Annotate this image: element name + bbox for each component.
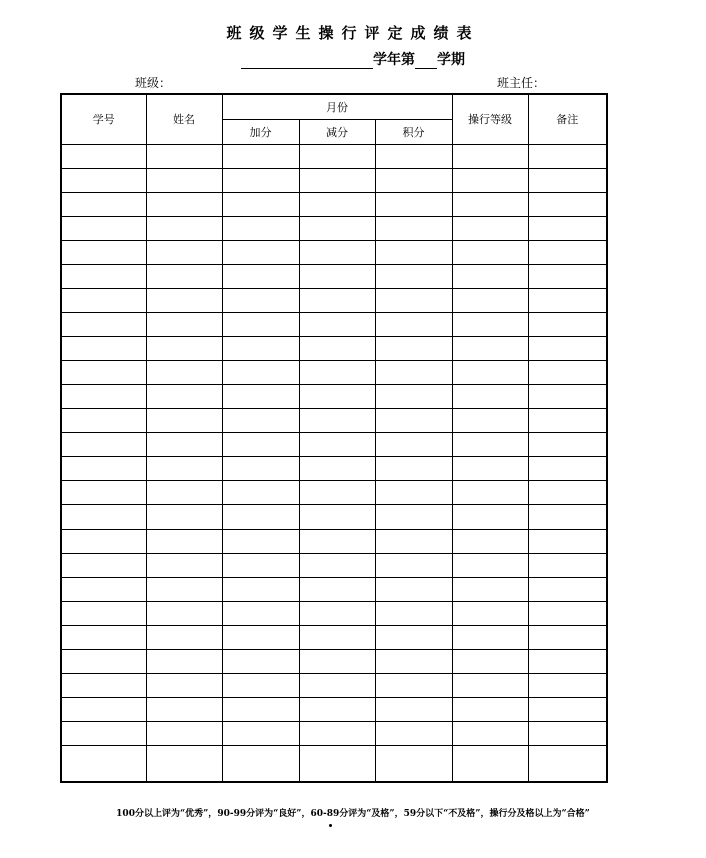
table-row [61, 553, 607, 577]
table-cell[interactable] [146, 746, 222, 782]
table-cell[interactable] [528, 722, 607, 746]
table-cell[interactable] [452, 192, 528, 216]
table-cell[interactable] [452, 385, 528, 409]
table-cell[interactable] [375, 697, 452, 721]
table-row [61, 312, 607, 336]
table-row [61, 529, 607, 553]
table-cell[interactable] [528, 264, 607, 288]
table-cell[interactable] [61, 144, 146, 168]
table-cell[interactable] [61, 337, 146, 361]
header-conduct-grade: 操行等级 [452, 94, 528, 144]
table-row [61, 625, 607, 649]
table-cell[interactable] [452, 722, 528, 746]
table-cell[interactable] [299, 457, 375, 481]
table-cell[interactable] [299, 288, 375, 312]
table-cell[interactable] [528, 697, 607, 721]
table-cell[interactable] [61, 673, 146, 697]
header-month: 月份 [222, 94, 452, 119]
table-cell[interactable] [222, 697, 299, 721]
table-cell[interactable] [146, 240, 222, 264]
table-cell[interactable] [222, 601, 299, 625]
term-label: 学期 [437, 52, 465, 68]
table-cell[interactable] [452, 505, 528, 529]
table-cell[interactable] [528, 312, 607, 336]
table-cell[interactable] [375, 264, 452, 288]
table-row [61, 216, 607, 240]
table-cell[interactable] [375, 673, 452, 697]
table-cell[interactable] [61, 481, 146, 505]
table-cell[interactable] [375, 240, 452, 264]
table-cell[interactable] [375, 505, 452, 529]
table-cell[interactable] [222, 529, 299, 553]
table-cell[interactable] [452, 746, 528, 782]
header-student-no: 学号 [61, 94, 146, 144]
table-row [61, 601, 607, 625]
table-cell[interactable] [222, 385, 299, 409]
teacher-label: 班主任： [497, 76, 546, 90]
table-cell[interactable] [61, 288, 146, 312]
table-cell[interactable] [299, 673, 375, 697]
table-row [61, 505, 607, 529]
table-cell[interactable] [222, 746, 299, 782]
table-cell[interactable] [528, 481, 607, 505]
table-row [61, 264, 607, 288]
page-title: 班级学生操行评定成绩表 [226, 24, 480, 42]
table-cell[interactable] [452, 433, 528, 457]
table-cell[interactable] [222, 240, 299, 264]
table-cell[interactable] [299, 144, 375, 168]
table-cell[interactable] [61, 168, 146, 192]
table-cell[interactable] [61, 649, 146, 673]
table-cell[interactable] [146, 144, 222, 168]
table-cell[interactable] [299, 168, 375, 192]
table-cell[interactable] [61, 457, 146, 481]
table-cell[interactable] [222, 337, 299, 361]
table-cell[interactable] [375, 746, 452, 782]
table-cell[interactable] [61, 361, 146, 385]
table-cell[interactable] [222, 505, 299, 529]
table-row [61, 361, 607, 385]
table-cell[interactable] [146, 697, 222, 721]
table-cell[interactable] [299, 505, 375, 529]
header-name: 姓名 [146, 94, 222, 144]
table-cell[interactable] [61, 192, 146, 216]
table-cell[interactable] [146, 216, 222, 240]
year-blank[interactable] [241, 54, 373, 69]
header-total: 积分 [375, 119, 452, 144]
table-cell[interactable] [146, 553, 222, 577]
table-cell[interactable] [61, 216, 146, 240]
table-cell[interactable] [299, 385, 375, 409]
table-cell[interactable] [61, 312, 146, 336]
table-cell[interactable] [299, 601, 375, 625]
table-cell[interactable] [222, 577, 299, 601]
table-cell[interactable] [452, 409, 528, 433]
table-cell[interactable] [375, 601, 452, 625]
table-cell[interactable] [222, 649, 299, 673]
table-cell[interactable] [299, 481, 375, 505]
table-cell[interactable] [375, 625, 452, 649]
table-cell[interactable] [61, 433, 146, 457]
table-cell[interactable] [375, 529, 452, 553]
year-label: 学年第 [373, 52, 415, 68]
table-row [61, 577, 607, 601]
table-cell[interactable] [146, 601, 222, 625]
table-cell[interactable] [222, 481, 299, 505]
footer-dot [329, 824, 332, 827]
table-cell[interactable] [299, 746, 375, 782]
table-cell[interactable] [452, 457, 528, 481]
table-cell[interactable] [528, 553, 607, 577]
table-cell[interactable] [61, 625, 146, 649]
table-cell[interactable] [452, 673, 528, 697]
header-plus: 加分 [222, 119, 299, 144]
table-cell[interactable] [528, 746, 607, 782]
table-row [61, 481, 607, 505]
table-cell[interactable] [146, 457, 222, 481]
table-row [61, 697, 607, 721]
table-cell[interactable] [146, 673, 222, 697]
table-body [61, 144, 607, 782]
table-cell[interactable] [146, 312, 222, 336]
table-cell[interactable] [375, 288, 452, 312]
table-cell[interactable] [528, 649, 607, 673]
table-row [61, 240, 607, 264]
table-cell[interactable] [375, 577, 452, 601]
table-cell[interactable] [299, 529, 375, 553]
table-cell[interactable] [222, 216, 299, 240]
table-cell[interactable] [452, 168, 528, 192]
table-cell[interactable] [299, 312, 375, 336]
table-cell[interactable] [528, 457, 607, 481]
table-cell[interactable] [146, 529, 222, 553]
table-cell[interactable] [375, 409, 452, 433]
table-cell[interactable] [299, 697, 375, 721]
table-cell[interactable] [222, 409, 299, 433]
table-cell[interactable] [528, 288, 607, 312]
table-cell[interactable] [222, 168, 299, 192]
table-cell[interactable] [222, 361, 299, 385]
table-cell[interactable] [222, 457, 299, 481]
table-row [61, 192, 607, 216]
table-cell[interactable] [146, 385, 222, 409]
table-cell[interactable] [452, 216, 528, 240]
table-cell[interactable] [222, 433, 299, 457]
table-cell[interactable] [375, 312, 452, 336]
table-cell[interactable] [528, 385, 607, 409]
table-row [61, 649, 607, 673]
table-cell[interactable] [146, 192, 222, 216]
table-cell[interactable] [146, 649, 222, 673]
table-cell[interactable] [299, 361, 375, 385]
table-cell[interactable] [61, 505, 146, 529]
footer-note: 100分以上评为“优秀”，90-99分评为“良好”，60-89分评为“及格”，59分以下“不及格”，操行分及格以上为“合格” [116, 809, 590, 819]
table-cell[interactable] [61, 240, 146, 264]
table-cell[interactable] [528, 192, 607, 216]
table-cell[interactable] [299, 433, 375, 457]
table-cell[interactable] [375, 361, 452, 385]
table-cell[interactable] [222, 673, 299, 697]
table-cell[interactable] [146, 361, 222, 385]
table-cell[interactable] [528, 240, 607, 264]
table-cell[interactable] [299, 240, 375, 264]
table-cell[interactable] [452, 481, 528, 505]
table-cell[interactable] [452, 625, 528, 649]
table-cell[interactable] [528, 529, 607, 553]
table-cell[interactable] [146, 577, 222, 601]
table-cell[interactable] [222, 288, 299, 312]
table-cell[interactable] [222, 192, 299, 216]
table-cell[interactable] [452, 361, 528, 385]
table-cell[interactable] [375, 433, 452, 457]
table-cell[interactable] [299, 722, 375, 746]
table-cell[interactable] [222, 625, 299, 649]
table-cell[interactable] [452, 697, 528, 721]
table-cell[interactable] [299, 337, 375, 361]
table-cell[interactable] [452, 312, 528, 336]
table-row [61, 433, 607, 457]
table-cell[interactable] [222, 264, 299, 288]
class-label: 班级： [135, 76, 172, 90]
table-cell[interactable] [528, 601, 607, 625]
table-cell[interactable] [61, 385, 146, 409]
table-cell[interactable] [222, 722, 299, 746]
table-row [61, 168, 607, 192]
table-row [61, 673, 607, 697]
table-cell[interactable] [146, 409, 222, 433]
table-cell[interactable] [146, 168, 222, 192]
table-row [61, 746, 607, 782]
table-cell[interactable] [146, 337, 222, 361]
table-cell[interactable] [61, 553, 146, 577]
term-blank[interactable] [415, 54, 437, 69]
table-cell[interactable] [528, 673, 607, 697]
table-cell[interactable] [375, 216, 452, 240]
table-cell[interactable] [222, 553, 299, 577]
table-cell[interactable] [61, 529, 146, 553]
table-row [61, 288, 607, 312]
table-cell[interactable] [375, 385, 452, 409]
table-cell[interactable] [528, 433, 607, 457]
table-cell[interactable] [528, 505, 607, 529]
table-cell[interactable] [61, 722, 146, 746]
table-cell[interactable] [528, 625, 607, 649]
table-cell[interactable] [222, 144, 299, 168]
table-row [61, 409, 607, 433]
table-cell[interactable] [528, 361, 607, 385]
table-cell[interactable] [299, 649, 375, 673]
table-cell[interactable] [299, 409, 375, 433]
table-cell[interactable] [452, 144, 528, 168]
table-cell[interactable] [146, 288, 222, 312]
table-cell[interactable] [61, 409, 146, 433]
table-cell[interactable] [528, 577, 607, 601]
table-row [61, 722, 607, 746]
table-cell[interactable] [452, 529, 528, 553]
table-cell[interactable] [375, 649, 452, 673]
table-cell[interactable] [375, 144, 452, 168]
table-cell[interactable] [61, 746, 146, 782]
table-row [61, 144, 607, 168]
table-cell[interactable] [375, 722, 452, 746]
table-cell[interactable] [375, 553, 452, 577]
table-cell[interactable] [146, 481, 222, 505]
table-row [61, 457, 607, 481]
table-cell[interactable] [528, 409, 607, 433]
table-cell[interactable] [452, 553, 528, 577]
table-cell[interactable] [452, 601, 528, 625]
table-cell[interactable] [528, 168, 607, 192]
table-cell[interactable] [528, 144, 607, 168]
table-cell[interactable] [146, 433, 222, 457]
table-cell[interactable] [528, 337, 607, 361]
table-cell[interactable] [299, 553, 375, 577]
grade-table [60, 93, 608, 783]
table-cell[interactable] [222, 312, 299, 336]
table-cell[interactable] [375, 192, 452, 216]
table-cell[interactable] [375, 481, 452, 505]
table-cell[interactable] [299, 192, 375, 216]
table-cell[interactable] [146, 722, 222, 746]
table-cell[interactable] [375, 168, 452, 192]
table-cell[interactable] [61, 601, 146, 625]
table-cell[interactable] [146, 625, 222, 649]
table-cell[interactable] [452, 337, 528, 361]
table-cell[interactable] [452, 240, 528, 264]
table-cell[interactable] [452, 264, 528, 288]
table-cell[interactable] [299, 264, 375, 288]
table-cell[interactable] [375, 337, 452, 361]
table-cell[interactable] [528, 216, 607, 240]
table-cell[interactable] [146, 505, 222, 529]
table-row [61, 337, 607, 361]
table-cell[interactable] [375, 457, 452, 481]
table-cell[interactable] [299, 625, 375, 649]
table-cell[interactable] [299, 216, 375, 240]
table-cell[interactable] [299, 577, 375, 601]
table-cell[interactable] [452, 577, 528, 601]
table-cell[interactable] [61, 577, 146, 601]
table-cell[interactable] [61, 264, 146, 288]
table-cell[interactable] [146, 264, 222, 288]
header-minus: 减分 [299, 119, 375, 144]
table-row [61, 385, 607, 409]
table-cell[interactable] [452, 288, 528, 312]
table-cell[interactable] [452, 649, 528, 673]
term-line [0, 49, 706, 69]
header-remark: 备注 [528, 94, 607, 144]
table-cell[interactable] [61, 697, 146, 721]
